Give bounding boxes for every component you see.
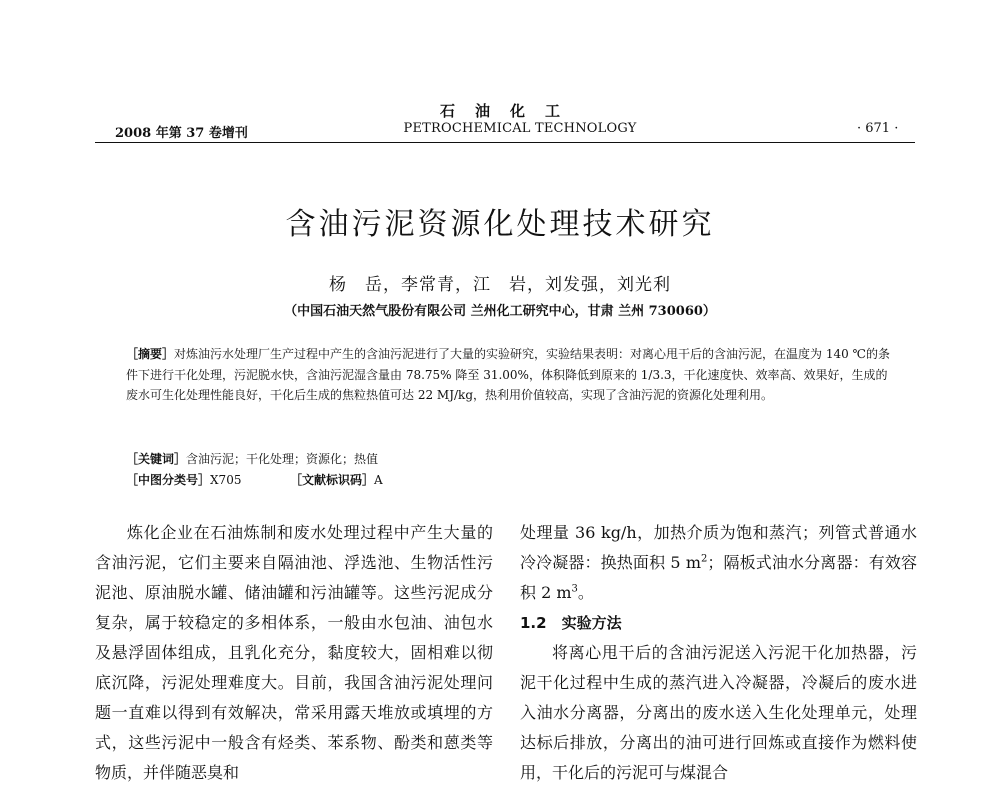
abstract-text: 对炼油污水处理厂生产过程中产生的含油污泥进行了大量的实验研究，实验结果表明：对离心甩干后的含油污泥，在温度为 140 ℃的条件下进行干化处理，污泥脱水快，含油污泥湿含量由 78.75% 降至 31.00%，体积降低到原来的 1/3.3，干化速度快、效率高、效果好，生成的废水可生化处理性能良好，干化后生成的焦粒热值可达 22 MJ/kg，热利用价值较高，实现了含油污泥的资源化处理利用。 (126, 347, 890, 402)
equipment-text-b: ；隔板式油水分离器：有效容积 2 m (520, 553, 917, 602)
abstract (126, 344, 896, 406)
intro-paragraph: 炼化企业在石油炼制和废水处理过程中产生大量的含油污泥，它们主要来自隔油池、浮选池、生物活性污泥池、原油脱水罐、储油罐和污油罐等。这些污泥成分复杂，属于较稳定的多相体系，一般由水包油、油包水及悬浮固体组成，且乳化充分，黏度较大，固相难以彻底沉降，污泥处理难度大。目前，我国含油污泥处理问题一直难以得到有效解决，常采用露天堆放或填埋的方式，这些污泥中一般含有烃类、苯系物、酚类和蒽类等物质，并伴随恶臭和 (95, 523, 493, 782)
equipment-text-c: 。 (577, 583, 594, 602)
doc-code-label: ［文献标识码］ (290, 473, 375, 487)
keywords-line (126, 450, 378, 467)
superscript-3: 3 (571, 583, 578, 595)
doc-code-line (290, 471, 383, 488)
clc-label: ［中图分类号］ (126, 473, 211, 487)
journal-name-cn: 石油化工 (439, 102, 580, 120)
body-right-column (520, 518, 917, 788)
doc-code: A (374, 473, 383, 487)
equipment-paragraph (520, 518, 917, 608)
body-left-column (95, 518, 493, 788)
page-number: · 671 · (857, 121, 899, 136)
clc-code: X705 (210, 473, 242, 487)
header-rule (95, 142, 915, 143)
equipment-text-a: 处理量 36 kg/h，加热介质为饱和蒸汽；列管式普通水冷冷凝器：换热面积 5 m (520, 523, 917, 572)
issue-info: 2008 年第 37 卷增刊 (115, 126, 248, 141)
journal-name-en: PETROCHEMICAL TECHNOLOGY (403, 121, 637, 136)
method-paragraph: 将离心甩干后的含油污泥送入污泥干化加热器，污泥干化过程中生成的蒸汽进入冷凝器，冷凝后的废水进入油水分离器，分离出的废水送入生化处理单元，处理达标后排放，分离出的油可进行回炼或直接作为燃料使用，干化后的污泥可与煤混合 (520, 643, 917, 782)
abstract-label: ［摘要］ (126, 347, 175, 361)
section-heading: 1.2 实验方法 (520, 614, 622, 632)
author-list: 杨 岳，李常青，江 岩，刘发强，刘光利 (329, 275, 671, 295)
keywords-text: 含油污泥；干化处理；资源化；热值 (186, 452, 379, 466)
keywords-label: ［关键词］ (126, 452, 187, 466)
superscript-2: 2 (701, 553, 708, 565)
clc-line (126, 471, 241, 488)
affiliation: （中国石油天然气股份有限公司 兰州化工研究中心，甘肃 兰州 730060） (284, 304, 716, 319)
paper-title: 含油污泥资源化处理技术研究 (285, 207, 715, 242)
